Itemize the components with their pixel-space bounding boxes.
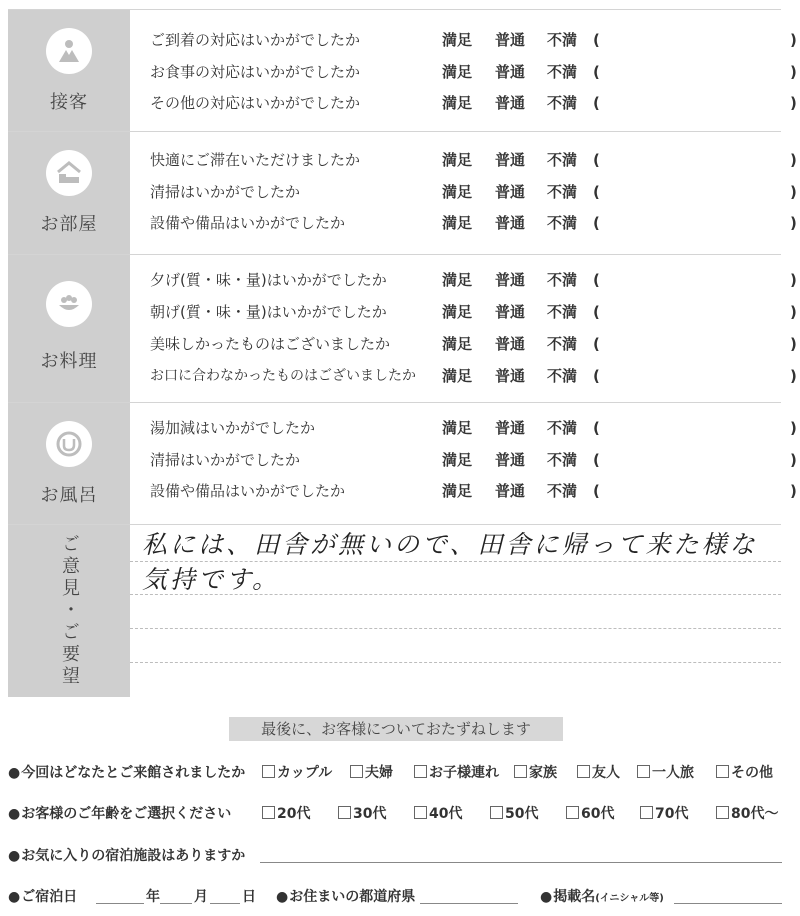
age-label: お客様のご年齢をご選択ください <box>21 806 232 822</box>
publish-name-label: 掲載名 <box>553 889 596 905</box>
option-bad[interactable]: 不満 <box>547 214 578 232</box>
paren-close: ) <box>790 335 797 353</box>
checkbox-companion[interactable] <box>414 762 499 782</box>
checkbox-label: カップル <box>277 765 333 781</box>
question-row <box>150 476 797 508</box>
age-question: ●お客様のご年齢をご選択ください <box>8 806 232 822</box>
option-good[interactable]: 満足 <box>442 450 473 469</box>
checkbox-label: 40代 <box>429 806 463 822</box>
checkbox-box[interactable] <box>640 806 653 819</box>
option-bad[interactable]: 不満 <box>547 482 578 500</box>
checkbox-age[interactable] <box>490 803 538 823</box>
question-row <box>150 177 797 209</box>
opinion-label: ご意見・ご要望 <box>59 534 80 688</box>
option-bad[interactable]: 不満 <box>547 271 578 289</box>
option-normal[interactable]: 普通 <box>495 419 526 437</box>
checkbox-label: 夫婦 <box>365 765 393 781</box>
category-cuisine <box>8 255 130 402</box>
year-label: 年 <box>146 889 160 905</box>
checkbox-companion[interactable] <box>637 762 694 782</box>
category-bath <box>8 403 130 524</box>
question-row <box>150 297 797 329</box>
question-text: 美味しかったものはございましたか <box>150 335 391 353</box>
paren-close: ) <box>790 214 797 232</box>
option-normal[interactable]: 普通 <box>495 450 526 469</box>
category-label: 接客 <box>50 92 88 113</box>
paren-close: ) <box>790 94 797 112</box>
option-bad[interactable]: 不満 <box>547 94 578 112</box>
checkbox-box[interactable] <box>490 806 503 819</box>
option-good[interactable]: 満足 <box>442 151 473 169</box>
paren-close: ) <box>790 419 797 437</box>
question-text: ご到着の対応はいかがでしたか <box>150 31 361 49</box>
option-normal[interactable]: 普通 <box>495 62 526 81</box>
paren-open: ( <box>593 151 600 169</box>
option-bad[interactable]: 不満 <box>547 151 578 169</box>
option-good[interactable]: 満足 <box>442 62 473 81</box>
checkbox-label: 70代 <box>655 806 689 822</box>
checkbox-box[interactable] <box>262 806 275 819</box>
checkbox-box[interactable] <box>262 765 275 778</box>
checkbox-age[interactable] <box>566 803 614 823</box>
publish-name-field: ●掲載名(イニシャル等) <box>540 889 664 905</box>
option-normal[interactable]: 普通 <box>495 271 526 289</box>
question-text: 朝げ(質・味・量)はいかがでしたか <box>150 303 387 321</box>
option-normal[interactable]: 普通 <box>495 94 526 112</box>
publish-name-note: (イニシャル等) <box>595 893 664 904</box>
survey-sheet <box>8 9 797 697</box>
day-input[interactable] <box>210 903 240 904</box>
paren-close: ) <box>790 482 797 500</box>
option-good[interactable]: 満足 <box>442 335 473 353</box>
option-normal[interactable]: 普通 <box>495 151 526 169</box>
question-text: 設備や備品はいかがでしたか <box>150 214 346 232</box>
companion-label: 今回はどなたとご来館されましたか <box>21 765 246 781</box>
paren-close: ) <box>790 367 797 385</box>
question-row <box>150 265 797 297</box>
checkbox-box[interactable] <box>637 765 650 778</box>
option-bad[interactable]: 不満 <box>547 31 578 49</box>
stay-date-label: ご宿泊日 <box>21 889 78 905</box>
paren-open: ( <box>593 482 600 500</box>
question-row <box>150 57 797 89</box>
option-bad[interactable]: 不満 <box>547 182 578 201</box>
category-label: お部屋 <box>40 214 98 235</box>
paren-open: ( <box>593 94 600 112</box>
checkbox-companion[interactable] <box>577 762 620 782</box>
paren-open: ( <box>593 450 600 469</box>
question-text: 設備や備品はいかがでしたか <box>150 482 346 500</box>
paren-open: ( <box>593 367 600 385</box>
paren-open: ( <box>593 214 600 232</box>
option-good[interactable]: 満足 <box>442 367 473 385</box>
question-row <box>150 361 797 393</box>
checkbox-label: 80代〜 <box>731 806 779 822</box>
checkbox-label: 一人旅 <box>652 765 694 781</box>
cuisine-icon <box>46 281 92 327</box>
paren-close: ) <box>790 62 797 81</box>
checkbox-companion[interactable] <box>350 762 393 782</box>
option-normal[interactable]: 普通 <box>495 335 526 353</box>
question-text: お口に合わなかったものはございましたか <box>150 368 416 384</box>
checkbox-box[interactable] <box>716 765 729 778</box>
question-text: 夕げ(質・味・量)はいかがでしたか <box>150 271 387 289</box>
paren-open: ( <box>593 419 600 437</box>
checkbox-label: 50代 <box>505 806 539 822</box>
option-good[interactable]: 満足 <box>442 94 473 112</box>
checkbox-box[interactable] <box>414 806 427 819</box>
prefecture-label: お住まいの都道府県 <box>289 889 416 905</box>
question-row <box>150 329 797 361</box>
question-row <box>150 208 797 240</box>
checkbox-box[interactable] <box>716 806 729 819</box>
checkbox-box[interactable] <box>350 765 363 778</box>
checkbox-label: 家族 <box>529 765 557 781</box>
paren-close: ) <box>790 31 797 49</box>
writing-line <box>130 662 781 663</box>
writing-line <box>130 628 781 629</box>
favorite-lodging-field[interactable] <box>260 862 782 863</box>
question-text: 清掃はいかがでしたか <box>150 182 301 201</box>
favorite-lodging-label: お気に入りの宿泊施設はありますか <box>21 848 246 864</box>
checkbox-age[interactable] <box>716 803 778 823</box>
checkbox-companion[interactable] <box>716 762 773 782</box>
checkbox-age[interactable] <box>262 803 310 823</box>
question-text: 湯加減はいかがでしたか <box>150 419 316 437</box>
year-input[interactable] <box>96 903 144 904</box>
checkbox-box[interactable] <box>338 806 351 819</box>
option-bad[interactable]: 不満 <box>547 303 578 321</box>
paren-close: ) <box>790 303 797 321</box>
stay-date-field: ●ご宿泊日 <box>8 889 78 905</box>
opinion-area[interactable] <box>130 525 781 697</box>
checkbox-box[interactable] <box>514 765 527 778</box>
question-row <box>150 145 797 177</box>
question-text: 清掃はいかがでしたか <box>150 450 301 469</box>
paren-close: ) <box>790 450 797 469</box>
bath-icon <box>46 421 92 467</box>
option-bad[interactable]: 不満 <box>547 335 578 353</box>
paren-open: ( <box>593 62 600 81</box>
checkbox-age[interactable] <box>338 803 386 823</box>
option-good[interactable]: 満足 <box>442 303 473 321</box>
handwritten-comment: 私には、田舎が無いので、田舎に帰って来た様な気持です。 <box>142 530 758 594</box>
closing-banner: 最後に、お客様についておたずねします <box>229 717 563 741</box>
option-normal[interactable]: 普通 <box>495 31 526 49</box>
category-reception <box>8 10 130 131</box>
option-normal[interactable]: 普通 <box>495 367 526 385</box>
checkbox-box[interactable] <box>566 806 579 819</box>
option-normal[interactable]: 普通 <box>495 214 526 232</box>
paren-open: ( <box>593 31 600 49</box>
month-label: 月 <box>194 889 208 905</box>
section-opinion <box>8 524 781 697</box>
category-opinion <box>8 525 130 697</box>
checkbox-box[interactable] <box>577 765 590 778</box>
question-text: お食事の対応はいかがでしたか <box>150 62 361 81</box>
option-normal[interactable]: 普通 <box>495 182 526 201</box>
section-cuisine <box>8 254 797 402</box>
category-room <box>8 132 130 254</box>
option-good[interactable]: 満足 <box>442 419 473 437</box>
option-bad[interactable]: 不満 <box>547 419 578 437</box>
checkbox-label: 友人 <box>592 765 620 781</box>
checkbox-age[interactable] <box>640 803 688 823</box>
paren-open: ( <box>593 271 600 289</box>
paren-open: ( <box>593 303 600 321</box>
question-text: その他の対応はいかがでしたか <box>150 94 361 112</box>
checkbox-label: 20代 <box>277 806 311 822</box>
day-label: 日 <box>242 889 256 905</box>
question-row <box>150 25 797 57</box>
reception-icon <box>46 28 92 74</box>
option-good[interactable]: 満足 <box>442 31 473 49</box>
option-normal[interactable]: 普通 <box>495 303 526 321</box>
question-row <box>150 88 797 120</box>
checkbox-label: 60代 <box>581 806 615 822</box>
option-good[interactable]: 満足 <box>442 182 473 201</box>
checkbox-age[interactable] <box>414 803 462 823</box>
category-label: お風呂 <box>40 485 98 506</box>
option-good[interactable]: 満足 <box>442 271 473 289</box>
option-bad[interactable]: 不満 <box>547 450 578 469</box>
favorite-lodging-question: ●お気に入りの宿泊施設はありますか <box>8 848 246 864</box>
option-good[interactable]: 満足 <box>442 482 473 500</box>
section-room <box>8 131 797 254</box>
option-normal[interactable]: 普通 <box>495 482 526 500</box>
companion-question: ●今回はどなたとご来館されましたか <box>8 765 246 781</box>
question-text: 快適にご滞在いただけましたか <box>150 151 361 169</box>
option-bad[interactable]: 不満 <box>547 62 578 81</box>
checkbox-companion[interactable] <box>514 762 557 782</box>
paren-close: ) <box>790 151 797 169</box>
paren-close: ) <box>790 271 797 289</box>
checkbox-label: お子様連れ <box>429 765 499 781</box>
option-bad[interactable]: 不満 <box>547 367 578 385</box>
checkbox-box[interactable] <box>414 765 427 778</box>
checkbox-companion[interactable] <box>262 762 332 782</box>
paren-open: ( <box>593 335 600 353</box>
prefecture-input[interactable] <box>420 903 518 904</box>
publish-name-input[interactable] <box>674 903 782 904</box>
prefecture-field: ●お住まいの都道府県 <box>276 889 416 905</box>
room-icon <box>46 150 92 196</box>
option-good[interactable]: 満足 <box>442 214 473 232</box>
section-bath <box>8 402 797 524</box>
paren-open: ( <box>593 182 600 201</box>
checkbox-label: その他 <box>731 765 773 781</box>
paren-close: ) <box>790 182 797 201</box>
section-reception <box>8 9 797 131</box>
checkbox-label: 30代 <box>353 806 387 822</box>
question-row <box>150 445 797 477</box>
month-input[interactable] <box>160 903 192 904</box>
question-row <box>150 413 797 445</box>
category-label: お料理 <box>40 351 98 372</box>
